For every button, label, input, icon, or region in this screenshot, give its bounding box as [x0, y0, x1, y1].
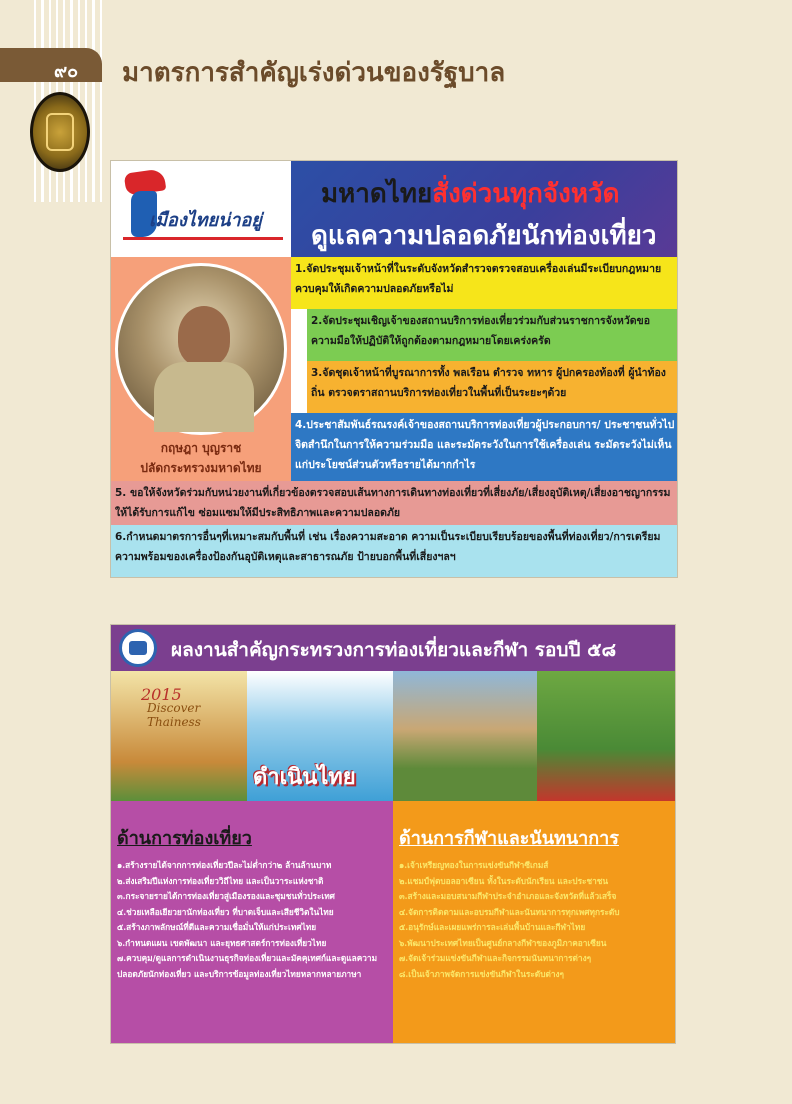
sports-column [393, 801, 676, 1044]
poster2-title: ผลงานสำคัญกระทรวงการท่องเที่ยวและกีฬา รอบปี ๕๘ [171, 639, 617, 661]
tourism-item: ๔.ช่วยเหลือเยียวยานักท่องเที่ยว ที่บาดเจ็บและเสียชีวิตในไทย [117, 906, 334, 917]
tourism-item: ๗.ควบคุม/ดูแลการดำเนินงานธุรกิจท่องเที่ยวและมัคคุเทศก์และดูแลความปลอดภัยนักท่องเที่ยว และบริการข้อมูลท่องเที่ยวไทยหลากหลายภาษา [117, 953, 378, 979]
discover-text: Discover Thainess [147, 701, 201, 729]
measure-item-4: 4.ประชาสัมพันธ์รณรงค์เจ้าของสถานบริการท่องเที่ยวผู้ประกอบการ/ ประชาชนทั่วไปจิตสำนึกในการให้ความร่วมมือ และระมัดระวังในการใช้เครื่องเล่น ระมัดระวังไม่เห็นแก่ประโยชน์ส่วนตัวหรือรายได้มากกำไร [291, 413, 678, 481]
sepak-takraw-image [537, 671, 676, 801]
sports-item: ๑.เจ้าเหรียญทองในการแข่งขันกีฬาซีเกมส์ [399, 860, 549, 870]
sports-item: ๕.อนุรักษ์และเผยแพร่การละเล่นพื้นบ้านและกีฬาไทย [399, 922, 586, 932]
sports-item: ๓.สร้างและมอบสนามกีฬาประจำอำเภอและจังหวัดที่แล้วเสร็จ [399, 891, 617, 901]
page-number-tab [0, 48, 102, 82]
sports-item: ๔.จัดการติดตามและอบรมกีฬาและนันทนาการทุกเพศทุกระดับ [399, 906, 620, 917]
interior-ministry-poster [110, 160, 678, 578]
measure-item-2: 2.จัดประชุมเชิญเจ้าของสถานบริการท่องเที่ยวร่วมกับส่วนราชการจังหวัดขอความมือให้ปฏิบัติให้ถูกต้องตามกฎหมายโดยเคร่งครัด [307, 309, 678, 361]
measure-item-6: 6.กำหนดมาตรการอื่นๆที่เหมาะสมกับพื้นที่ เช่น เรื่องความสะอาด ความเป็นระเบียบเรียบร้อยของพื้นที่ท่องเที่ยว/การเตรียมความพร้อมของเครื่องป้องกันอุบัติเหตุและสาธารณภัย ป้ายบอกพื้นที่เสี่ยงฯลฯ [111, 525, 678, 578]
tourism-item: ๒.ส่งเสริมปีแห่งการท่องเที่ยววิถีไทย และเป็นวาระแห่งชาติ [117, 875, 324, 886]
discover-thainess-image [111, 671, 247, 801]
amazing-thailand-image [247, 671, 393, 801]
tourism-heading: ด้านการท่องเที่ยว [117, 828, 252, 849]
headline-dark: มหาดไทย [321, 179, 433, 209]
person-title: ปลัดกระทรวงมหาดไทย [140, 461, 262, 475]
tourism-column [111, 801, 393, 1044]
page-title: มาตรการสำคัญเร่งด่วนของรัฐบาล [122, 58, 506, 88]
sports-item: ๗.จัดเจ้าร่วมแข่งขันกีฬาและกิจกรรมนันทนาการต่างๆ [399, 953, 592, 963]
sports-item: ๖.พัฒนาประเทศไทยเป็นศูนย์กลางกีฬาของภูมิภาคอาเซียน [399, 937, 607, 948]
sports-item: ๘.เป็นเจ้าภาพจัดการแข่งขันกีฬาในระดับต่างๆ [399, 968, 565, 979]
government-seal-icon [30, 92, 90, 172]
tourism-item: ๓.กระจายรายได้การท่องเที่ยวสู่เมืองรองและชุมชนทั่วประเทศ [117, 891, 335, 901]
ministry-emblem-icon [119, 629, 157, 667]
muay-thai-image [393, 671, 537, 801]
visit-year: 2015 [141, 685, 182, 704]
tourism-sports-poster [110, 624, 676, 1044]
tourism-item: ๖.กำหนดแผน เขตพัฒนา และยุทธศาสตร์การท่องเที่ยวไทย [117, 937, 327, 948]
person-name: กฤษฎา บุญราช [160, 441, 242, 455]
logo-text: เมืองไทยน่าอยู่ [149, 210, 262, 231]
headline-red: สั่งด่วนทุกจังหวัด [432, 179, 620, 209]
tourism-item: ๑.สร้างรายได้จากการท่องเที่ยวปีละไม่ต่ำกว่า๒ ล้านล้านบาท [117, 860, 332, 870]
sports-item: ๒.แชมป์ฟุตบอลอาเซียน ทั้งในระดับนักเรียน และประชาชน [399, 875, 609, 886]
page-number: ๙๐ [54, 61, 79, 82]
amazing-text: ดำเนินไทย [253, 765, 356, 790]
measure-item-1: 1.จัดประชุมเจ้าหน้าที่ในระดับจังหวัดสำรวจตรวจสอบเครื่องเล่นมีระเบียบกฎหมายควบคุมให้เกิดความปลอดภัยหรือไม่ [291, 257, 678, 309]
poster-headline [291, 161, 678, 257]
measure-item-5: 5. ขอให้จังหวัดร่วมกับหน่วยงานที่เกี่ยวข้องตรวจสอบเส้นทางการเดินทางท่องเที่ยวที่เสี่ยงภัย/เสี่ยงอุบัติเหตุ/เสี่ยงอาชญากรรมให้ได้รับการแก้ไข ซ่อมแซมให้มีประสิทธิภาพและความปลอดภัย [111, 481, 678, 525]
tourism-item: ๕.สร้างภาพลักษณ์ที่ดีและความเชื่อมั่นให้แก่ประเทศไทย [117, 922, 317, 932]
measure-item-3: 3.จัดชุดเจ้าหน้าที่บูรณาการทั้ง พลเรือน ตำรวจ ทหาร ผู้ปกครองท้องที่ ผู้นำท้องถิ่น ตรวจตราสถานบริการท่องเที่ยวในพื้นที่เป็นระยะๆด้วย [307, 361, 678, 413]
poster2-banner [111, 625, 676, 671]
muang-thai-logo [111, 161, 291, 257]
sports-heading: ด้านการกีฬาและนันทนาการ [399, 828, 619, 849]
official-photo [111, 257, 291, 481]
headline-line2: ดูแลความปลอดภัยนักท่องเที่ยว [311, 221, 657, 251]
